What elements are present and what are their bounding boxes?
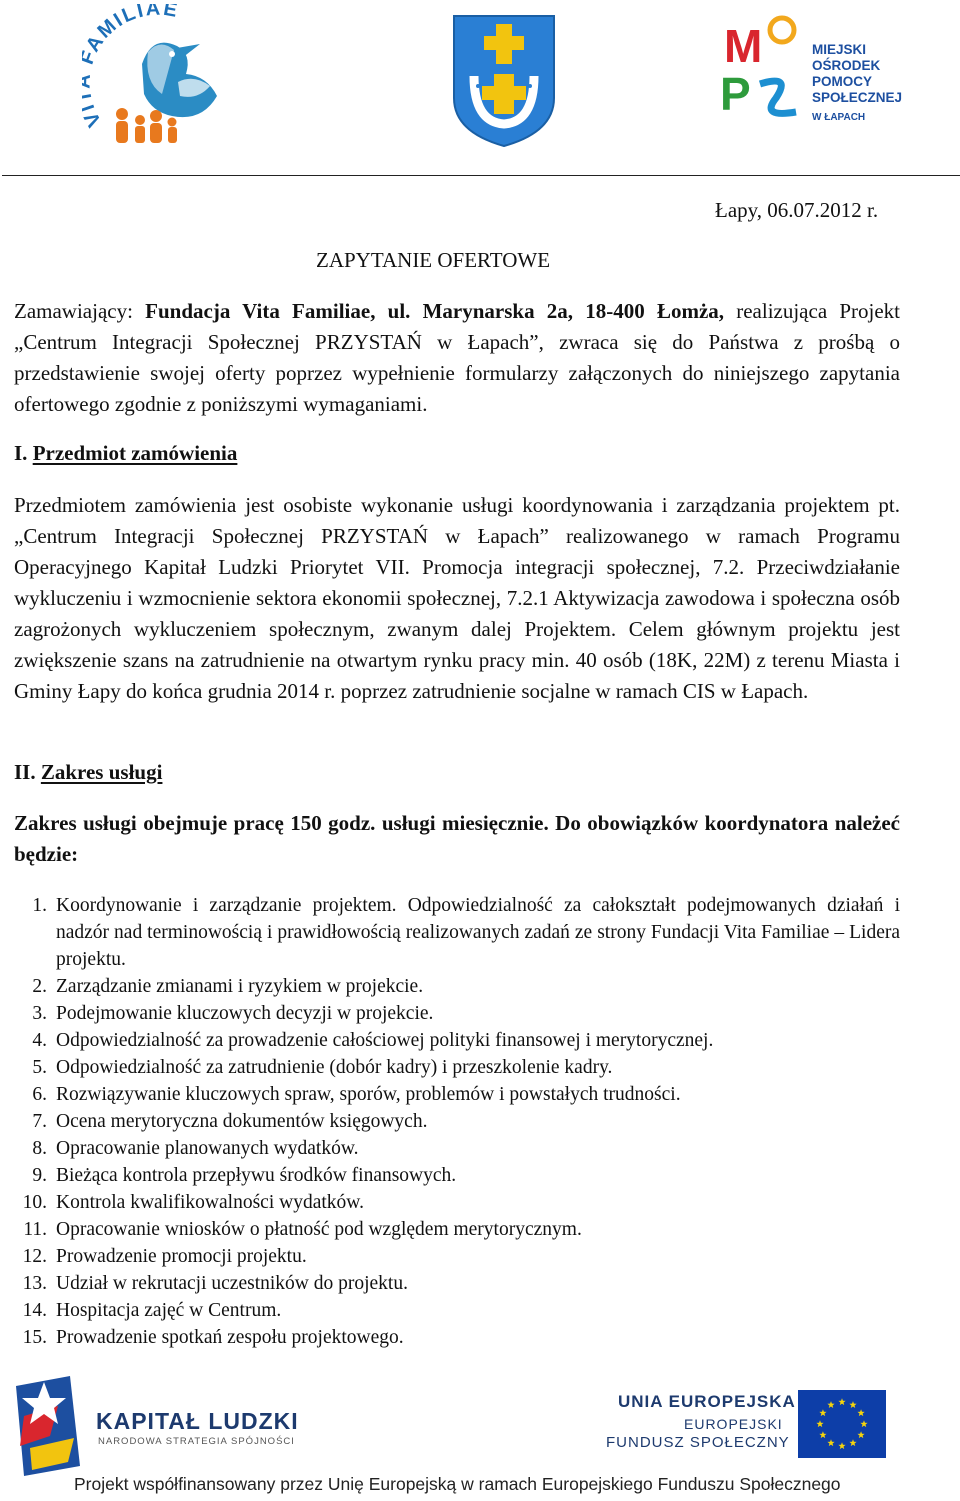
duty-item (14, 892, 900, 973)
lapy-coat-of-arms (452, 14, 556, 148)
duty-text: Udział w rekrutacji uczestników do projektu. (56, 1273, 408, 1294)
duty-text: Kontrola kwalifikowalności wydatków. (56, 1192, 364, 1213)
duty-item (14, 1189, 900, 1216)
duty-text: Hospitacja zajęć w Centrum. (56, 1300, 282, 1321)
mops-line-5: W ŁAPACH (812, 112, 866, 123)
duty-text: Rozwiązywanie kluczowych spraw, sporów, problemów i powstałych trudności. (56, 1084, 681, 1105)
section-2-heading (14, 760, 162, 785)
duty-number: 14. (22, 1300, 47, 1321)
duty-number: 6. (32, 1084, 47, 1105)
kl-subtitle: NARODOWA STRATEGIA SPÓJNOŚCI (98, 1436, 295, 1447)
duty-item (14, 1135, 900, 1162)
duty-item (14, 1162, 900, 1189)
mops-line-1: MIEJSKI (812, 42, 867, 57)
duty-text: Podejmowanie kluczowych decyzji w projekcie. (56, 1003, 434, 1024)
mops-line-4: SPOŁECZNEJ (812, 90, 903, 105)
cofinancing-note: Projekt współfinansowany przez Unię Europejską w ramach Europejskiego Funduszu Społecznego (74, 1474, 841, 1494)
kl-title: KAPITAŁ LUDZKI (96, 1408, 299, 1434)
duty-item (14, 1108, 900, 1135)
duty-number: 15. (22, 1327, 47, 1348)
duty-item (14, 1243, 900, 1270)
intro-text: realizująca Projekt „Centrum Integracji Społecznej PRZYSTAŃ w Łapach”, zwraca się do Państwa z prośbą o przedstawienie swojej oferty poprzez wypełnienie formularzy załączonych do niniejszego zapytania ofertowego zgodnie z poniższymi wymaganiami. (14, 299, 901, 416)
duty-item (14, 1216, 900, 1243)
duty-text: Odpowiedzialność za prowadzenie całościowej polityki finansowej i merytorycznej. (56, 1030, 714, 1051)
duty-item (14, 973, 900, 1000)
section-1-title: Przedmiot zamówienia (32, 441, 238, 465)
duty-number: 4. (32, 1030, 47, 1051)
duty-item (14, 1081, 900, 1108)
intro-label: Zamawiający: (14, 299, 133, 323)
duty-text: Ocena merytoryczna dokumentów księgowych. (56, 1111, 428, 1132)
duty-number: 13. (22, 1273, 47, 1294)
duty-item (14, 1027, 900, 1054)
svg-text:P: P (720, 68, 751, 120)
duty-number: 5. (32, 1057, 47, 1078)
duty-number: 3. (32, 1003, 47, 1024)
duty-item (14, 1297, 900, 1324)
ue-line-3: FUNDUSZ SPOŁECZNY (606, 1434, 790, 1451)
duty-text: Opracowanie wniosków o płatność pod względem merytorycznym. (56, 1219, 582, 1240)
duty-number: 8. (32, 1138, 47, 1159)
duty-number: 2. (32, 976, 47, 997)
eu-flag-icon (798, 1390, 886, 1458)
duty-number: 1. (32, 895, 47, 916)
duty-number: 9. (32, 1165, 47, 1186)
mops-line-3: POMOCY (812, 74, 873, 89)
intro-orderer: Fundacja Vita Familiae, ul. Marynarska 2a, 18-400 Łomża, (145, 299, 725, 323)
duty-text: Prowadzenie spotkań zespołu projektowego. (56, 1327, 404, 1348)
eu-logo (600, 1386, 890, 1466)
duty-text: Prowadzenie promocji projektu. (56, 1246, 307, 1267)
ue-line-1: UNIA EUROPEJSKA (618, 1392, 796, 1411)
duty-text: Odpowiedzialność za zatrudnienie (dobór kadry) i przeszkolenie kadry. (56, 1057, 613, 1078)
duty-number: 11. (23, 1219, 47, 1240)
section-1-heading (14, 441, 237, 466)
mops-logo-text (812, 42, 902, 126)
duty-text: Koordynowanie i zarządzanie projektem. Odpowiedzialność za całokształt podejmowanych działań i nadzór nad terminowością i prawidłowością realizowanych zadań ze strony Fundacji Vita Familiae – Lidera projektu. (56, 895, 900, 970)
section-2-lead: Zakres usługi obejmuje pracę 150 godz. usługi miesięcznie. Do obowiązków koordynatora należeć będzie: (14, 811, 900, 866)
header-divider (2, 175, 960, 176)
vita-familiae-logo (82, 4, 232, 152)
mops-letters: M (724, 20, 763, 72)
document-title: ZAPYTANIE OFERTOWE (316, 248, 551, 272)
mops-lapy-logo (720, 14, 903, 126)
duty-item (14, 1000, 900, 1027)
duty-item (14, 1324, 900, 1351)
vita-logo-text: V AMILIAE (82, 4, 181, 131)
duty-text: Opracowanie planowanych wydatków. (56, 1138, 359, 1159)
section-2-number: II. (14, 760, 36, 784)
duties-list (14, 892, 900, 1351)
duty-text: Zarządzanie zmianami i ryzykiem w projekcie. (56, 976, 424, 997)
mops-line-2: OŚRODEK (812, 58, 881, 73)
kapital-ludzki-logo (10, 1376, 310, 1476)
section-1-number: I. (14, 441, 28, 465)
duty-item (14, 1270, 900, 1297)
ue-line-2: EUROPEJSKI (684, 1416, 783, 1432)
section-1-body: Przedmiotem zamówienia jest osobiste wykonanie usługi koordynowania i zarządzania projektem pt. „Centrum Integracji Społecznej PRZYSTAŃ w Łapach” realizowanego w ramach Programu Operacyjnego Kapitał Ludzki Priorytet VII. Promocja integracji społecznej, 7.2. Przeciwdziałanie wykluczeniu i wzmocnienie sektora ekonomii społecznej, 7.2.1 Aktywizacja zawodowa i społeczna osób zagrożonych wykluczeniem społecznym, zwanym dalej Projektem. Celem głównym projektu jest zwiększenie szans na zatrudnienie na otwartym rynku pracy min. 40 osób (18K, 22M) z terenu Miasta i Gminy Łapy do końca grudnia 2014 r. poprzez zatrudnienie socjalne w ramach CIS w Łapach. (14, 493, 900, 703)
document-date: Łapy, 06.07.2012 r. (715, 198, 879, 222)
duty-item (14, 1054, 900, 1081)
duty-number: 10. (22, 1192, 47, 1213)
intro-paragraph (14, 296, 900, 420)
duty-number: 7. (32, 1111, 47, 1132)
section-2-title: Zakres usługi (40, 760, 163, 784)
duty-number: 12. (22, 1246, 47, 1267)
duty-text: Bieżąca kontrola przepływu środków finansowych. (56, 1165, 457, 1186)
